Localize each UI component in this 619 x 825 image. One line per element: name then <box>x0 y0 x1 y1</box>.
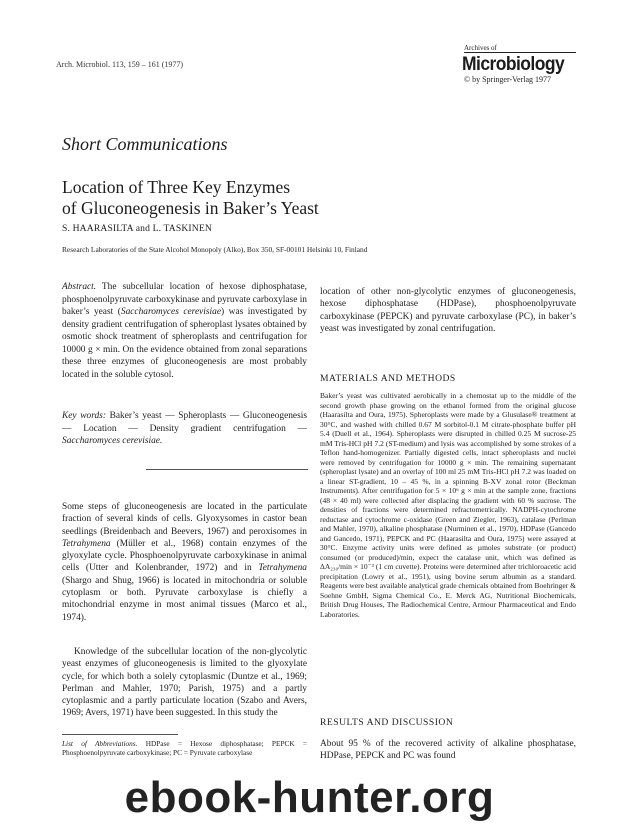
intro-p1-text-b: (Müller et al., 1968) contain enzymes of the glyoxylate cycle. Phosphoenolpyruvate carboxykinase in animal cells (Utter and Kolenbrander, 1972) and in <box>62 538 307 574</box>
keywords-label: Key words: <box>62 411 106 421</box>
abstract-label: Abstract. <box>62 282 97 292</box>
keywords-text: Baker’s yeast — Spheroplasts — Gluconeogenesis — Location — Density gradient centrifugation — <box>62 411 307 434</box>
journal-copyright: © by Springer-Verlag 1977 <box>464 75 552 84</box>
results-text: About 95 % of the recovered activity of alkaline phosphatase, HDPase, PEPCK and PC was found <box>320 739 576 762</box>
keywords-species: Saccharomyces cerevisiae. <box>62 436 163 446</box>
abstract-species: Saccharomyces cerevisiae <box>120 307 222 317</box>
journal-archives-label: Archives of <box>464 44 497 52</box>
journal-name: Microbiology <box>462 54 565 75</box>
intro-paragraph-1 <box>62 501 307 624</box>
article-title <box>62 177 319 219</box>
section-label: Short Communications <box>62 134 228 154</box>
article-title-line-2: of Gluconeogenesis in Baker’s Yeast <box>62 198 319 218</box>
footnote <box>62 739 307 758</box>
intro-p1-text-c: (Shargo and Shug, 1966) is located in mitochondria or soluble cytoplasm or both. Pyruvate carboxylase is chiefly a mitochondrial enzyme in most animal tissues (Marco et al., 1974). <box>62 575 307 623</box>
authors: S. HAARASILTA and L. TASKINEN <box>62 223 212 234</box>
results-heading: RESULTS AND DISCUSSION <box>320 717 454 728</box>
abstract-divider <box>146 469 308 470</box>
keywords <box>62 410 307 448</box>
footnote-divider <box>62 734 178 735</box>
methods-text: Baker’s yeast was cultivated aerobically in a chemostat up to the middle of the second growth phase growing on the ethanol formed from the original glucose (Haarasilta and Oura, 1975). Spheroplasts were made by a Glusulase® treatment at 30°C, and washed with chilled 0.67 M sorbitol-0.1 M citrate-phosphate buffer pH 5.4 (Duell et al., 1964). Spheroplasts were disrupted in chilled 0.25 M sucrose-25 mM Tris-HCl pH 7.2 (ST-medium) and lysis was accomplished by some strokes of a Teflon hand-homogenizer. Partially digested cells, intact spheroplasts and nuclei were removed by centrifugation for 10000 g × min. The remaining supernatant (spheroplast lysate) and an overlay of 100 ml 25 mM Tris-HCl pH 7.2 was loaded on a linear ST-gradient, 10 – 45 %, in a spinning B-XV zonal rotor (Beckman Instruments). After centrifugation for 5 × 10⁶ g × min at the sample zone, fractions (48 × 40 ml) were collected after displacing the gradient with 60 % sucrose. The densities of fractions were determined refractometrically. NADPH-cytochrome reductase and cytochrome c-oxidase (Green and Ziegler, 1963), catalase (Perlman and Mahler, 1970), alkaline phosphatase (Nurminen et al., 1970), HDPase (Gancedo and Gancedo, 1971), PEPCK and PC (Haarasilta and Oura, 1975) were assayed at 30°C. Enzyme activity units were defined as µmoles substrate (or product) consumed (or produced)/min, expect the catalase unit, which was defined as ΔA₂₃₀/min × 10⁻³ (1 cm cuvette). Proteins were determined after trichloroacetic acid precipitation (Lowry et al., 1951), using bovine serum albumin as a standard. Reagents were best available analytical grade chemicals obtained from Boehringer & Soehne GmbH, Sigma Chemical Co., E. Merck AG, Nutritional Biochemicals, British Drug Houses, The Radiochemical Centre, Armour Pharmaceutical and Endo Laboratories. <box>320 391 576 619</box>
watermark: ebook-hunter.org <box>124 773 495 822</box>
footnote-text: HDPase = Hexose diphosphatase; PEPCK = Phosphoenolpyruvate carboxykinase; PC = Pyruvate carboxylase <box>62 739 307 758</box>
abstract-text-a: The subcellular location of hexose diphosphatase, phosphoenolpyruvate carboxykinase and pyruvate carboxylase in baker’s yeast ( <box>62 282 307 317</box>
right-intro-paragraph: location of other non-glycolytic enzymes of gluconeogenesis, hexose diphosphatase (HDPase), phosphoenolpyruvate carboxykinase (PEPCK) and pyruvate carboxylase (PC), in baker’s yeast was investigated by zonal centrifugation. <box>320 287 576 334</box>
article-title-line-1: Location of Three Key Enzymes <box>62 177 291 197</box>
journal-rule <box>464 52 576 53</box>
abstract-text-b: ) was investigated by density gradient centrifugation of spheroplast lysates obtained by osmotic shock treatment of spheroplasts and centrifugation for 10000 g × min. On the evidence obtained from zonal separations these three enzymes of gluconeogenesis are most probably located in the soluble cytosol. <box>62 307 307 380</box>
journal-logo <box>462 44 582 85</box>
methods-heading: MATERIALS AND METHODS <box>320 373 456 384</box>
intro-paragraph-2: Knowledge of the subcellular location of the non-glycolytic yeast enzymes of gluconeogenesis is limited to the glyoxylate cycle, for which both a solely cytoplasmic (Duntze et al., 1969; Perlman and Mahler, 1970; Parish, 1975) and a partly cytoplasmic and a partly particulate location (Szabo and Avers, 1969; Avers, 1971) have been suggested. In this study the <box>62 647 307 719</box>
journal-citation: Arch. Microbiol. 113, 159 – 161 (1977) <box>56 60 184 69</box>
affiliation: Research Laboratories of the State Alcohol Monopoly (Alko), Box 350, SF-00101 Helsinki 10, Finland <box>62 245 368 254</box>
intro-p1-text-a: Some steps of gluconeogenesis are located in the particulate fraction of several kinds of cells. Glyoxysomes in castor bean seedlings (Breidenbach and Beevers, 1967) and peroxisomes in <box>62 502 307 537</box>
intro-p1-species-1: Tetrahymena <box>62 538 111 549</box>
abstract <box>62 281 307 381</box>
intro-p1-species-2: Tetrahymena <box>258 563 307 574</box>
footnote-label: List of Abbreviations. <box>62 739 138 748</box>
